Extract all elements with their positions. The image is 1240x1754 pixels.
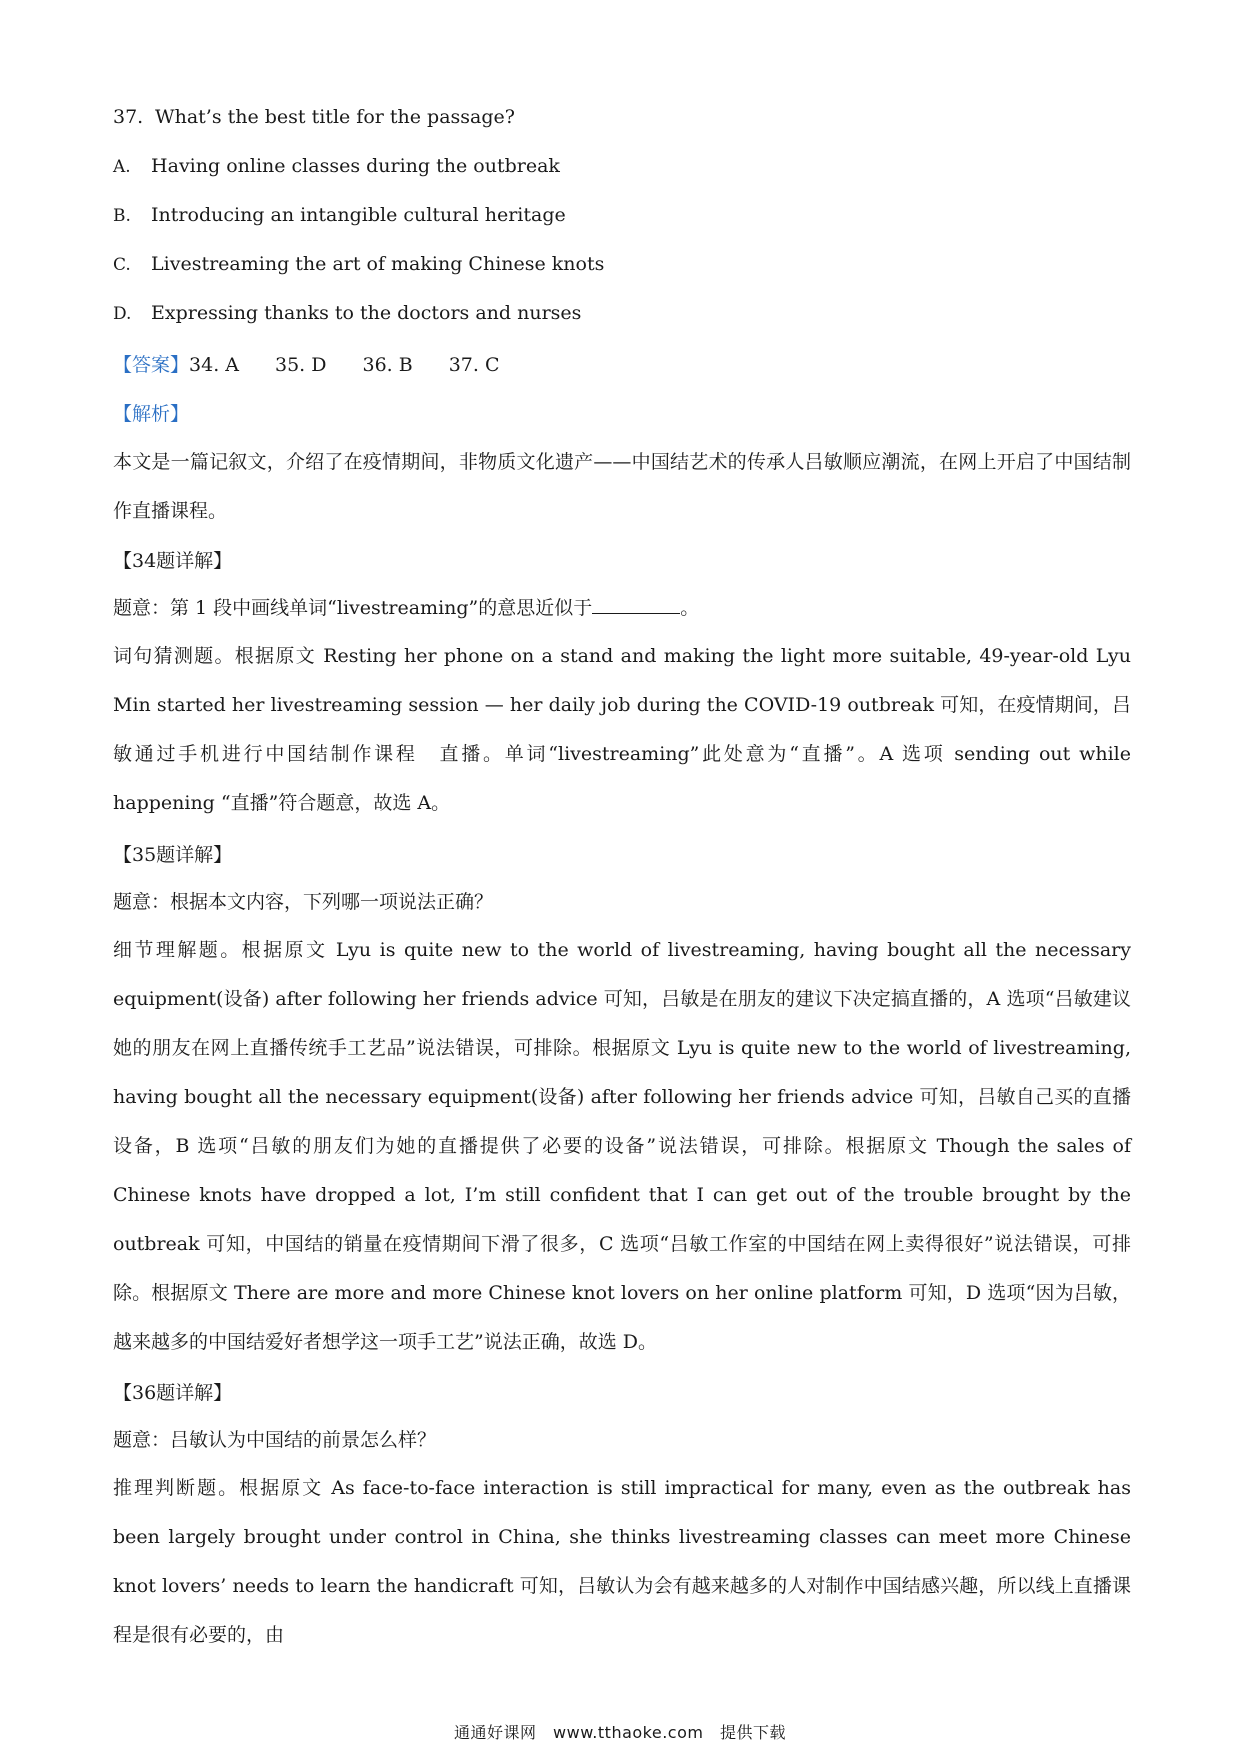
- q36-prompt: 题意：吕敏认为中国结的前景怎么样？: [113, 1429, 437, 1451]
- option-a: [113, 155, 1133, 177]
- q34-explanation: 词句猜测题。根据原文 Resting her phone on a stand and making the light more suitable, 49-year-old Lyu Min started her livestreaming session — her daily job during the COVID-19 outbreak 可知，在疫情期间，吕敏通过手机进行中国结制作课程 直播。单词“livestreaming”此处意为“直播”。A 选项 sending out while happening “直播”符合题意，故选 A。: [113, 645, 1131, 814]
- option-letter: B.: [113, 206, 131, 226]
- question-37: [113, 106, 1133, 128]
- answer-item: 34. A: [189, 354, 239, 376]
- page-footer: 通通好课网 www.tthaoke.com 提供下载: [454, 1723, 786, 1742]
- option-text: Livestreaming the art of making Chinese knots: [151, 253, 605, 275]
- q36-explanation: 推理判断题。根据原文 As face-to-face interaction is still impractical for many, even as the outbreak has been largely brought under control in China, she thinks livestreaming classes can meet more Chinese knot lovers’ needs to learn the handicraft 可知，吕敏认为会有越来越多的人对制作中国结感兴趣，所以线上直播课程是很有必要的，由: [113, 1477, 1131, 1646]
- option-c: [113, 253, 1133, 275]
- option-d: [113, 302, 1133, 324]
- option-b: [113, 204, 1133, 226]
- question-number: 37.: [113, 106, 144, 128]
- q34-heading: 【34题详解】: [113, 550, 233, 572]
- q35-explanation: 细节理解题。根据原文 Lyu is quite new to the world of livestreaming, having bought all the necessary equipment(设备) after following her friends advice 可知，吕敏是在朋友的建议下决定搞直播的，A 选项“吕敏建议她的朋友在网上直播传统手工艺品”说法错误，可排除。根据原文 Lyu is quite new to the world of livestreaming, having bought all the necessary equipment(设备) after following her friends advice 可知，吕敏自己买的直播设备，B 选项“吕敏的朋友们为她的直播提供了必要的设备”说法错误，可排除。根据原文 Though the sales of Chinese knots have dropped a lot, I’m still confident that I can get out of the trouble brought by the outbreak 可知，中国结的销量在疫情期间下滑了很多，C 选项“吕敏工作室的中国结在网上卖得很好”说法错误，可排除。根据原文 There are more and more Chinese knot lovers on her online platform 可知，D 选项“因为吕敏，越来越多的中国结爱好者想学这一项手工艺”说法正确，故选 D。: [113, 939, 1131, 1353]
- fill-blank: [592, 595, 680, 614]
- option-letter: C.: [113, 255, 131, 275]
- q35-heading: 【35题详解】: [113, 844, 233, 866]
- analysis-intro: 本文是一篇记叙文，介绍了在疫情期间，非物质文化遗产——中国结艺术的传承人吕敏顺应潮流，在网上开启了中国结制作直播课程。: [113, 451, 1131, 522]
- option-letter: A.: [113, 157, 131, 177]
- answer-item: 35. D: [275, 354, 327, 376]
- answer-tag: 【答案】: [113, 354, 190, 376]
- q35-prompt: 题意：根据本文内容，下列哪一项说法正确？: [113, 891, 494, 913]
- analysis-tag: 【解析】: [113, 403, 190, 425]
- q36-heading: 【36题详解】: [113, 1382, 233, 1404]
- option-text: Having online classes during the outbreak: [151, 155, 560, 177]
- option-text: Introducing an intangible cultural heritage: [151, 204, 566, 226]
- q34-prompt-text: 题意：第 1 段中画线单词“livestreaming”的意思近似于: [113, 597, 593, 619]
- answer-item: 36. B: [362, 354, 413, 376]
- question-text: What’s the best title for the passage?: [155, 106, 515, 128]
- q34-prompt: [113, 584, 1131, 633]
- option-letter: D.: [113, 304, 132, 324]
- option-text: Expressing thanks to the doctors and nurses: [151, 302, 582, 324]
- answer-line: [113, 350, 536, 377]
- q34-prompt-end: 。: [680, 597, 700, 619]
- answer-item: 37. C: [448, 354, 500, 376]
